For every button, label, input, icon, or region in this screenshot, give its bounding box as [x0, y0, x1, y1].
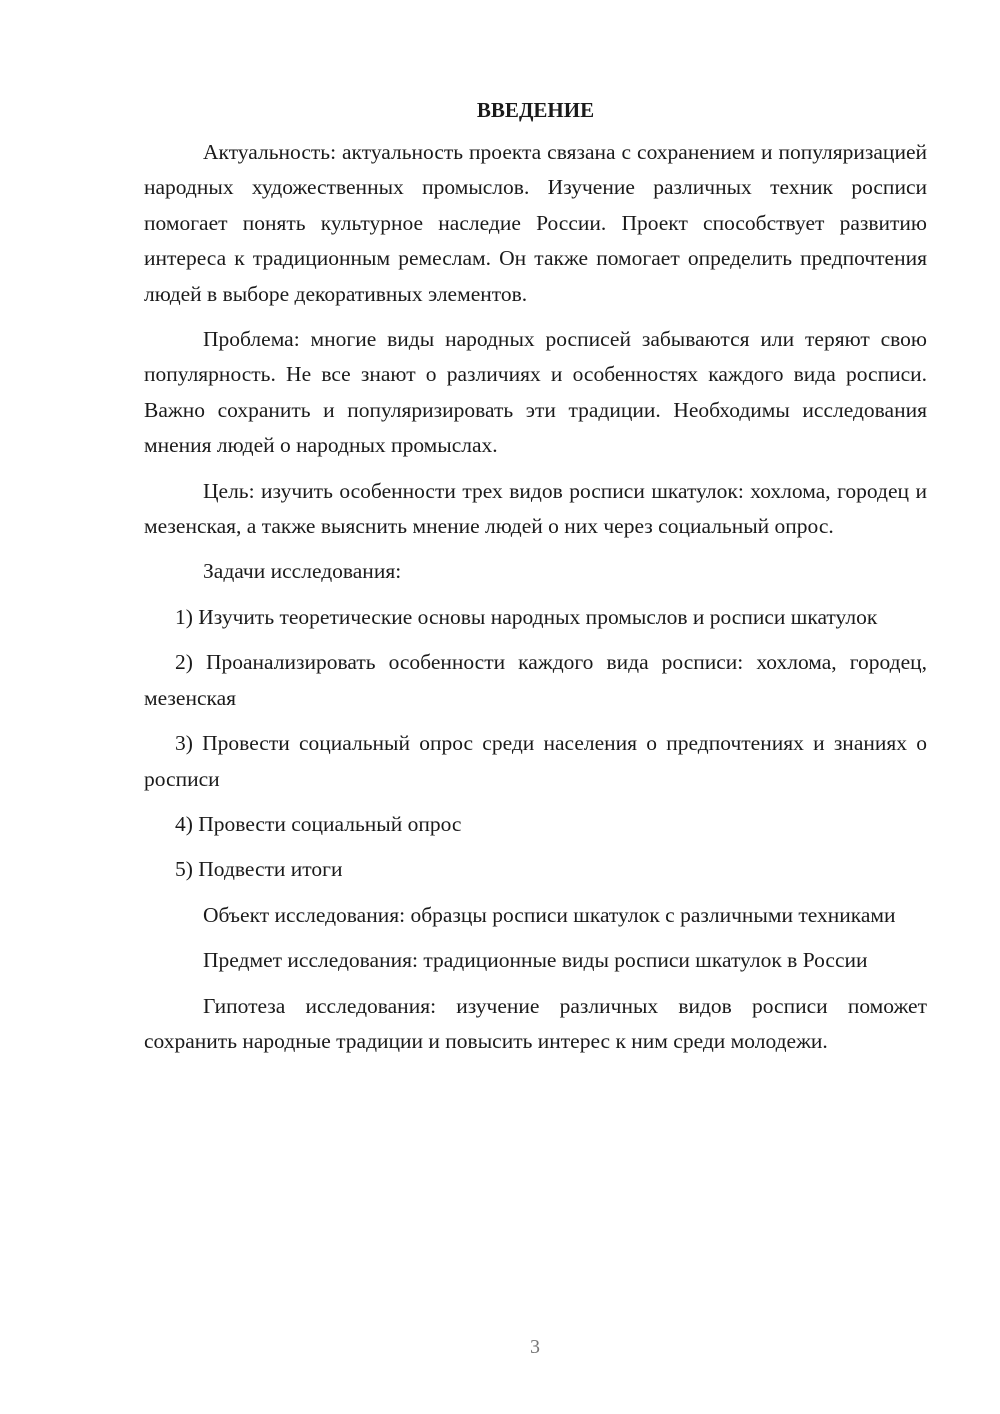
- paragraph-subject: Предмет исследования: традиционные виды росписи шкатулок в России: [203, 948, 868, 973]
- paragraph-object: Объект исследования: образцы росписи шкатулок с различными техниками: [203, 902, 896, 927]
- task-item-1: 1) Изучить теоретические основы народных промыслов и росписи шкатулок: [175, 604, 878, 629]
- page-number: 3: [530, 1336, 540, 1358]
- task-item-5: 5) Подвести итоги: [175, 857, 343, 882]
- paragraph-goal: Цель: изучить особенности трех видов росписи шкатулок: хохлома, городец и мезенская, а также выяснить мнение людей о них через социальный опрос.: [144, 478, 927, 539]
- task-item-2: 2) Проанализировать особенности каждого вида росписи: хохлома, городец, мезенская: [144, 650, 927, 710]
- paragraph-problem: Проблема: многие виды народных росписей забываются или теряют свою популярность. Не все знают о различиях и особенностях каждого вида росписи. Важно сохранить и популяризировать эти традиции. Необходимы исследования мнения людей о народных промыслах.: [144, 327, 927, 458]
- paragraph-hypothesis: Гипотеза исследования: изучение различных видов росписи поможет сохранить народные традиции и повысить интерес к ним среди молодежи.: [144, 993, 927, 1053]
- document-body: [144, 92, 927, 1069]
- task-item-3: 3) Провести социальный опрос среди населения о предпочтениях и знаниях о росписи: [144, 731, 927, 791]
- tasks-heading: Задачи исследования:: [203, 559, 402, 584]
- page-title: ВВЕДЕНИЕ: [476, 98, 595, 122]
- task-item-4: 4) Провести социальный опрос: [175, 811, 462, 836]
- paragraph-relevance: Актуальность: актуальность проекта связана с сохранением и популяризацией народных художественных промыслов. Изучение различных техник росписи помогает понять культурное наследие России. Проект способствует развитию интереса к традиционным ремеслам. Он также помогает определить предпочтения людей в выборе декоративных элементов.: [144, 140, 927, 306]
